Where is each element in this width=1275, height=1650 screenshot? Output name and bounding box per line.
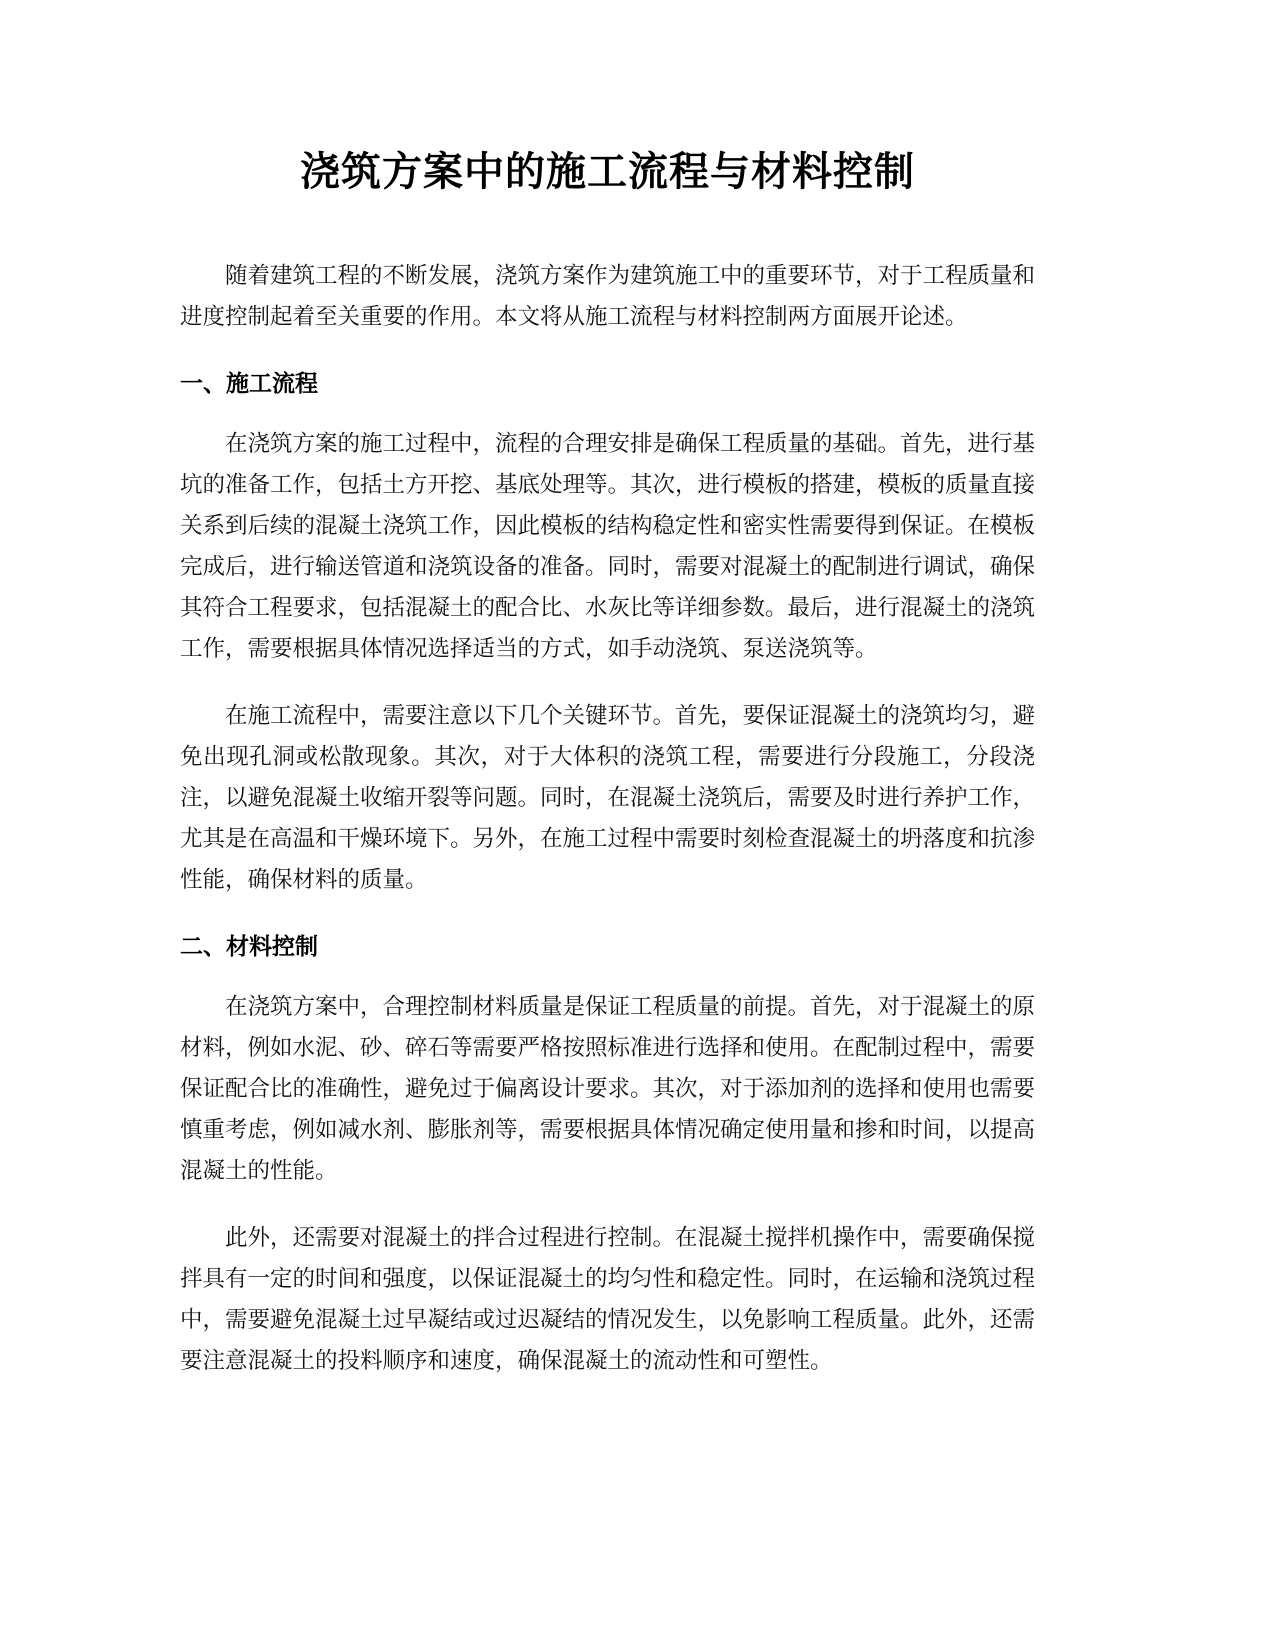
- construction-process-paragraph-2: 在施工流程中，需要注意以下几个关键环节。首先，要保证混凝土的浇筑均匀，避免出现孔洞或松散现象。其次，对于大体积的浇筑工程，需要进行分段施工，分段浇注，以避免混凝土收缩开裂等问题。同时，在混凝土浇筑后，需要及时进行养护工作，尤其是在高温和干燥环境下。另外，在施工过程中需要时刻检查混凝土的坍落度和抗渗性能，确保材料的质量。: [180, 703, 1036, 893]
- material-control-paragraph-1: 在浇筑方案中，合理控制材料质量是保证工程质量的前提。首先，对于混凝土的原材料，例如水泥、砂、碎石等需要严格按照标准进行选择和使用。在配制过程中，需要保证配合比的准确性，避免过于偏离设计要求。其次，对于添加剂的选择和使用也需要慎重考虑，例如减水剂、膨胀剂等，需要根据具体情况确定使用量和掺和时间，以提高混凝土的性能。: [180, 994, 1036, 1184]
- section-heading-construction-process: 一、施工流程: [180, 371, 318, 397]
- construction-process-paragraph-1: 在浇筑方案的施工过程中，流程的合理安排是确保工程质量的基础。首先，进行基坑的准备工作，包括土方开挖、基底处理等。其次，进行模板的搭建，模板的质量直接关系到后续的混凝土浇筑工作，因此模板的结构稳定性和密实性需要得到保证。在模板完成后，进行输送管道和浇筑设备的准备。同时，需要对混凝土的配制进行调试，确保其符合工程要求，包括混凝土的配合比、水灰比等详细参数。最后，进行混凝土的浇筑工作，需要根据具体情况选择适当的方式，如手动浇筑、泵送浇筑等。: [180, 431, 1036, 662]
- intro-paragraph: 随着建筑工程的不断发展，浇筑方案作为建筑施工中的重要环节，对于工程质量和进度控制起着至关重要的作用。本文将从施工流程与材料控制两方面展开论述。: [180, 263, 1036, 330]
- material-control-paragraph-2: 此外，还需要对混凝土的拌合过程进行控制。在混凝土搅拌机操作中，需要确保搅拌具有一定的时间和强度，以保证混凝土的均匀性和稳定性。同时，在运输和浇筑过程中，需要避免混凝土过早凝结或过迟凝结的情况发生，以免影响工程质量。此外，还需要注意混凝土的投料顺序和速度，确保混凝土的流动性和可塑性。: [180, 1225, 1036, 1374]
- section-heading-material-control: 二、材料控制: [180, 934, 318, 960]
- document-body: [180, 138, 1035, 1408]
- document-title: 浇筑方案中的施工流程与材料控制: [300, 149, 915, 195]
